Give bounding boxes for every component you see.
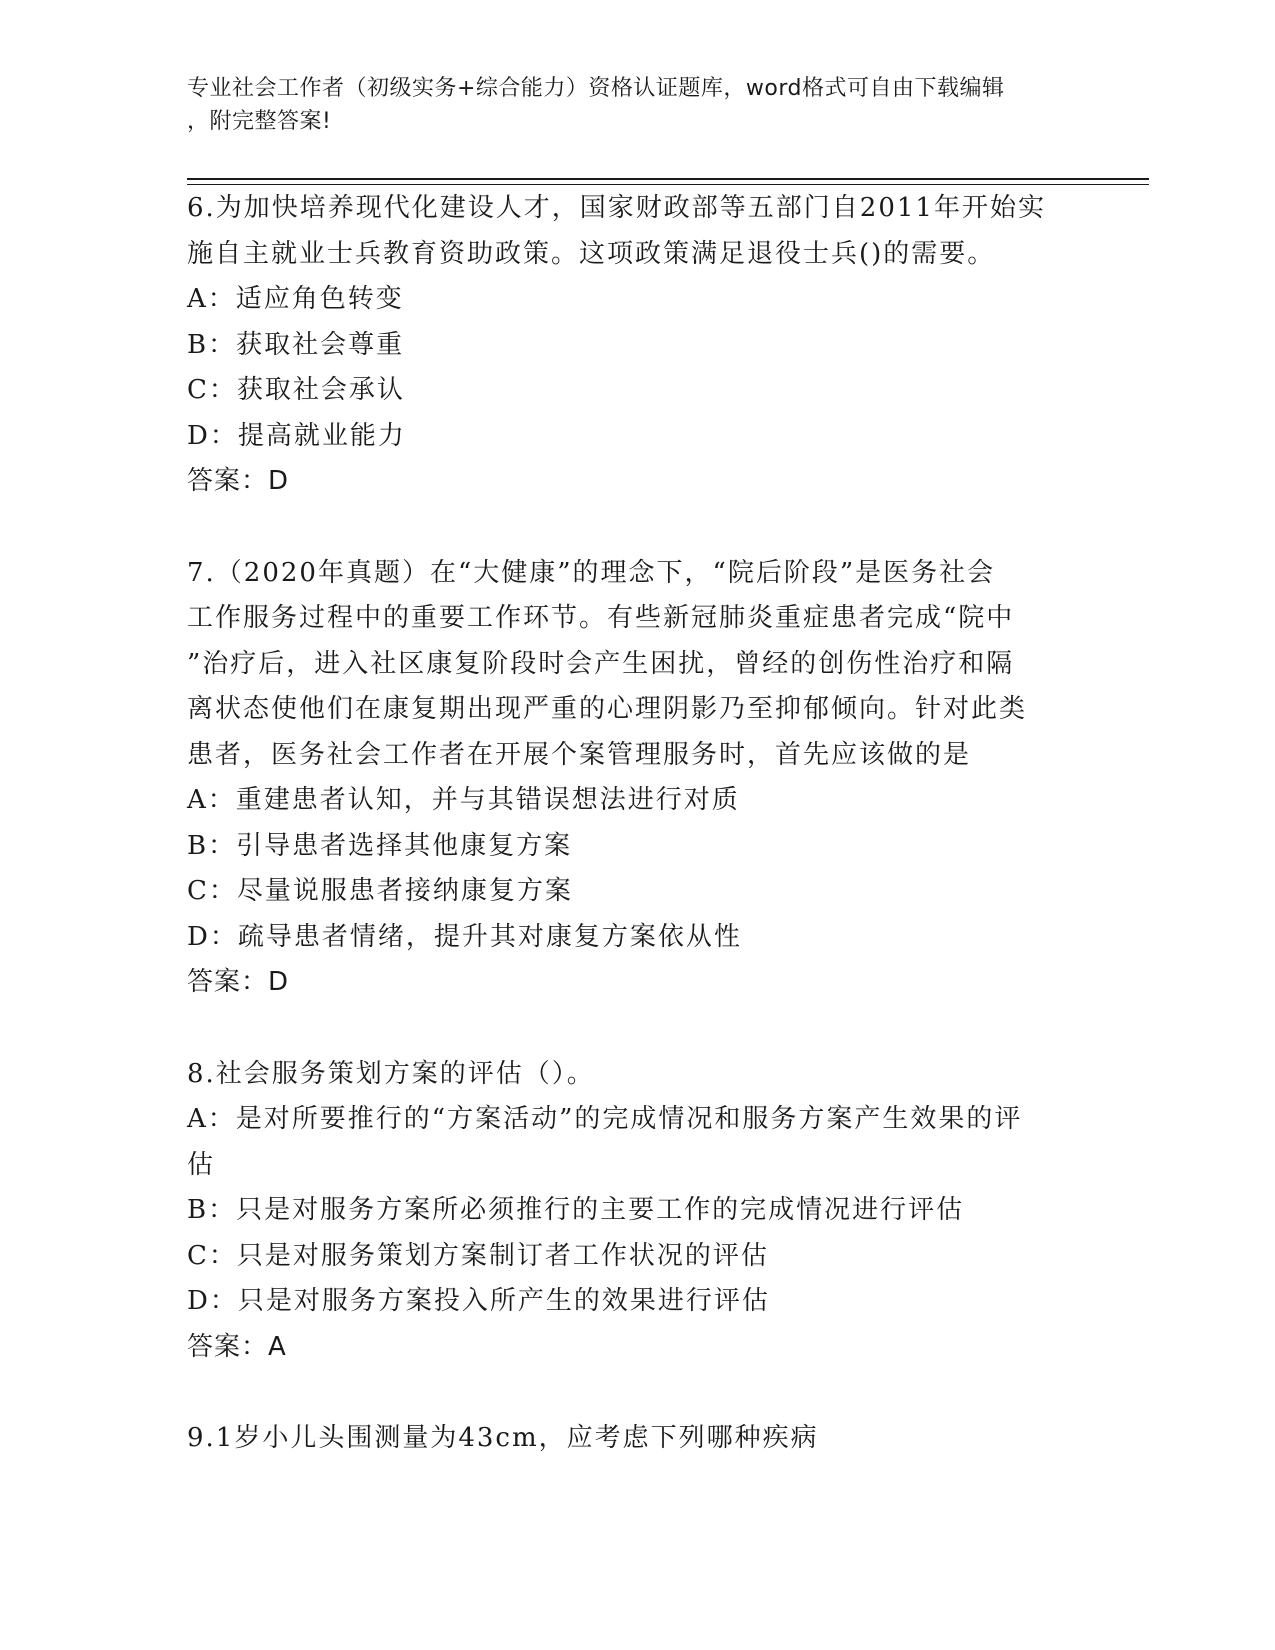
header-line-2: ，附完整答案!	[187, 109, 332, 134]
question-stem-line: 施自主就业士兵教育资助政策。这项政策满足退役士兵()的需要。	[187, 238, 996, 269]
question-6	[187, 186, 1087, 505]
option-a: A：是对所要推行的“方案活动”的完成情况和服务方案产生效果的评	[187, 1104, 1023, 1134]
question-stem-line: ”治疗后，进入社区康复阶段时会产生困扰，曾经的创伤性治疗和隔	[187, 648, 1015, 679]
option-d: D：疏导患者情绪，提升其对康复方案依从性	[187, 921, 742, 952]
answer-line: 答案：D	[187, 466, 290, 496]
question-8	[187, 1052, 1087, 1371]
question-stem-line: 离状态使他们在康复期出现严重的心理阴影乃至抑郁倾向。针对此类	[187, 694, 1028, 724]
option-a: A：适应角色转变	[187, 284, 404, 314]
header-line-1: 专业社会工作者（初级实务+综合能力）资格认证题库，word格式可自由下载编辑	[187, 76, 1005, 101]
option-d: D：只是对服务方案投入所产生的效果进行评估	[187, 1286, 770, 1316]
option-a: A：重建患者认知，并与其错误想法进行对质	[187, 785, 740, 815]
option-b: B：只是对服务方案所必须推行的主要工作的完成情况进行评估	[187, 1195, 965, 1225]
option-d: D：提高就业能力	[187, 420, 406, 451]
header-divider-thick	[187, 178, 1149, 180]
option-c: C：尽量说服患者接纳康复方案	[187, 876, 573, 906]
question-stem-line: 患者，医务社会工作者在开展个案管理服务时，首先应该做的是	[187, 739, 972, 770]
option-a-continuation: 估	[187, 1149, 216, 1180]
question-stem-line: 7.（2020年真题）在“大健康”的理念下，“院后阶段”是医务社会	[187, 557, 996, 588]
question-stem-line: 工作服务过程中的重要工作环节。有些新冠肺炎重症患者完成“院中	[187, 603, 1015, 633]
option-b: B：引导患者选择其他康复方案	[187, 830, 573, 861]
question-stem-line: 8.社会服务策划方案的评估（）。	[187, 1058, 595, 1089]
answer-line: 答案：A	[187, 1331, 287, 1362]
question-list	[187, 186, 1087, 1462]
question-stem-line: 6.为加快培养现代化建设人才，国家财政部等五部门自2011年开始实	[187, 193, 1046, 223]
option-c: C：只是对服务策划方案制订者工作状况的评估	[187, 1240, 769, 1271]
option-b: B：获取社会尊重	[187, 329, 405, 360]
question-7	[187, 551, 1087, 1006]
document-header	[187, 72, 1087, 138]
option-c: C：获取社会承认	[187, 375, 405, 405]
question-9	[187, 1416, 1087, 1462]
answer-line: 答案：D	[187, 967, 290, 997]
header-divider-thin	[187, 184, 1149, 185]
question-stem-line: 9.1岁小儿头围测量为43cm，应考虑下列哪种疾病	[187, 1423, 819, 1453]
